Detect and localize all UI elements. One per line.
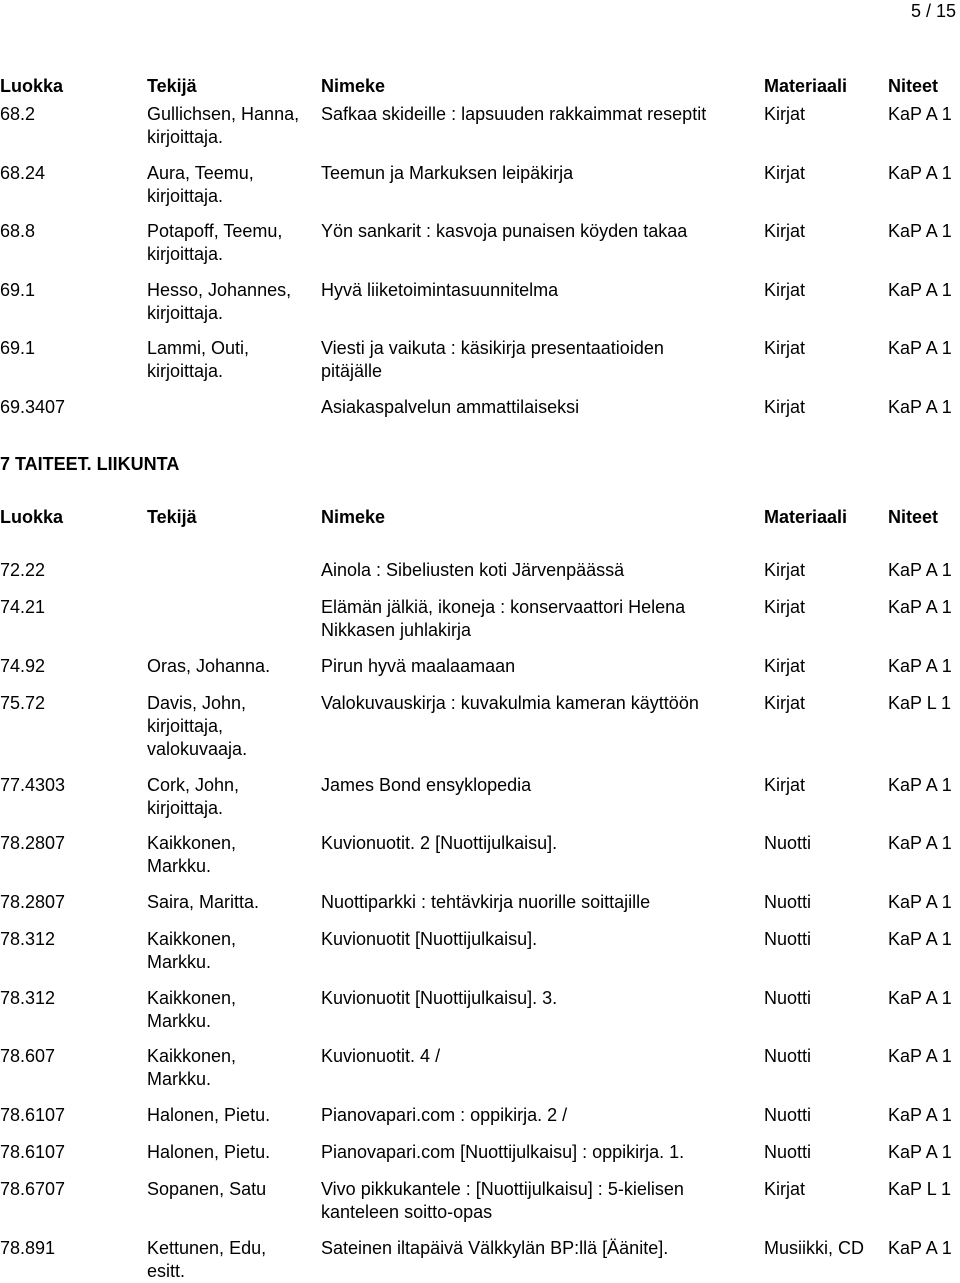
- row-title: Vivo pikkukantele : [Nuottijulkaisu] : 5-kielisen kanteleen soitto-opas: [321, 1179, 684, 1222]
- row-class: 68.2: [0, 104, 36, 124]
- row-title: Yön sankarit : kasvoja punaisen köyden takaa: [321, 221, 688, 241]
- row-title: Pirun hyvä maalaamaan: [321, 656, 516, 676]
- header-title: Nimeke: [321, 76, 386, 96]
- row-author: Kaikkonen, Markku.: [147, 929, 237, 972]
- row-material: Musiikki, CD: [764, 1238, 865, 1258]
- row-material: Nuotti: [764, 892, 812, 912]
- row-class: 78.312: [0, 929, 56, 949]
- row-title: Ainola : Sibeliusten koti Järvenpäässä: [321, 560, 625, 580]
- row-class: 78.6107: [0, 1142, 66, 1162]
- row-title: Kuvionuotit. 4 /: [321, 1046, 441, 1066]
- row-copies: KaP A 1: [888, 1105, 952, 1125]
- row-copies: KaP L 1: [888, 693, 952, 713]
- row-copies: KaP A 1: [888, 1046, 952, 1066]
- row-title: Viesti ja vaikuta : käsikirja presentaatioiden pitäjälle: [321, 338, 664, 381]
- row-class: 78.2807: [0, 892, 66, 912]
- header-copies: Niteet: [888, 507, 939, 527]
- row-material: Nuotti: [764, 988, 812, 1008]
- row-class: 69.3407: [0, 397, 66, 417]
- row-class: 78.6107: [0, 1105, 66, 1125]
- row-title: Pianovapari.com : oppikirja. 2 /: [321, 1105, 568, 1125]
- row-material: Kirjat: [764, 656, 806, 676]
- row-author: Kaikkonen, Markku.: [147, 1046, 237, 1089]
- header-title: Nimeke: [321, 507, 386, 527]
- page-number: 5 / 15: [910, 1, 956, 21]
- row-title: Teemun ja Markuksen leipäkirja: [321, 163, 574, 183]
- row-title: Nuottiparkki : tehtävkirja nuorille soittajille: [321, 892, 651, 912]
- row-class: 78.312: [0, 988, 56, 1008]
- row-copies: KaP A 1: [888, 560, 952, 580]
- row-class: 77.4303: [0, 775, 66, 795]
- row-title: Kuvionuotit [Nuottijulkaisu].: [321, 929, 538, 949]
- row-title: Sateinen iltapäivä Välkkylän BP:llä [Äänite].: [321, 1238, 669, 1258]
- header-author: Tekijä: [147, 76, 197, 96]
- row-material: Kirjat: [764, 338, 806, 358]
- row-material: Kirjat: [764, 397, 806, 417]
- row-title: Kuvionuotit. 2 [Nuottijulkaisu].: [321, 833, 558, 853]
- row-copies: KaP A 1: [888, 397, 952, 417]
- row-material: Kirjat: [764, 163, 806, 183]
- row-copies: KaP A 1: [888, 280, 952, 300]
- row-copies: KaP A 1: [888, 1238, 952, 1258]
- row-class: 69.1: [0, 280, 36, 300]
- row-class: 69.1: [0, 338, 36, 358]
- row-author: Cork, John, kirjoittaja.: [147, 775, 240, 818]
- row-material: Kirjat: [764, 560, 806, 580]
- section-title: 7 TAITEET. LIIKUNTA: [0, 454, 180, 474]
- row-copies: KaP A 1: [888, 929, 952, 949]
- header-class: Luokka: [0, 76, 64, 96]
- row-copies: KaP A 1: [888, 104, 952, 124]
- row-class: 68.24: [0, 163, 46, 183]
- row-author: Kaikkonen, Markku.: [147, 833, 237, 876]
- row-copies: KaP L 1: [888, 1179, 952, 1199]
- header-material: Materiaali: [764, 76, 848, 96]
- row-material: Kirjat: [764, 221, 806, 241]
- row-title: Kuvionuotit [Nuottijulkaisu]. 3.: [321, 988, 558, 1008]
- row-title: James Bond ensyklopedia: [321, 775, 532, 795]
- row-author: Oras, Johanna.: [147, 656, 271, 676]
- row-author: Kettunen, Edu, esitt.: [147, 1238, 267, 1281]
- header-author: Tekijä: [147, 507, 197, 527]
- row-copies: KaP A 1: [888, 221, 952, 241]
- row-material: Kirjat: [764, 104, 806, 124]
- row-author: Davis, John, kirjoittaja, valokuvaaja.: [147, 693, 248, 759]
- row-material: Kirjat: [764, 597, 806, 617]
- row-title: Safkaa skideille : lapsuuden rakkaimmat reseptit: [321, 104, 707, 124]
- row-copies: KaP A 1: [888, 163, 952, 183]
- row-author: Halonen, Pietu.: [147, 1142, 271, 1162]
- row-class: 75.72: [0, 693, 46, 713]
- row-title: Asiakaspalvelun ammattilaiseksi: [321, 397, 580, 417]
- row-class: 78.2807: [0, 833, 66, 853]
- row-class: 68.8: [0, 221, 36, 241]
- row-class: 72.22: [0, 560, 46, 580]
- header-material: Materiaali: [764, 507, 848, 527]
- row-class: 74.21: [0, 597, 46, 617]
- row-copies: KaP A 1: [888, 775, 952, 795]
- row-material: Kirjat: [764, 775, 806, 795]
- row-author: Saira, Maritta.: [147, 892, 260, 912]
- row-author: Hesso, Johannes, kirjoittaja.: [147, 280, 292, 323]
- row-author: Gullichsen, Hanna, kirjoittaja.: [147, 104, 300, 147]
- row-author: Halonen, Pietu.: [147, 1105, 271, 1125]
- row-title: Hyvä liiketoimintasuunnitelma: [321, 280, 559, 300]
- row-material: Nuotti: [764, 1142, 812, 1162]
- row-copies: KaP A 1: [888, 1142, 952, 1162]
- row-author: Kaikkonen, Markku.: [147, 988, 237, 1031]
- row-copies: KaP A 1: [888, 988, 952, 1008]
- row-author: Potapoff, Teemu, kirjoittaja.: [147, 221, 283, 264]
- row-title: Pianovapari.com [Nuottijulkaisu] : oppikirja. 1.: [321, 1142, 685, 1162]
- row-class: 78.891: [0, 1238, 56, 1258]
- row-class: 78.6707: [0, 1179, 66, 1199]
- row-copies: KaP A 1: [888, 892, 952, 912]
- row-material: Nuotti: [764, 1105, 812, 1125]
- row-material: Kirjat: [764, 693, 806, 713]
- row-material: Kirjat: [764, 1179, 806, 1199]
- header-class: Luokka: [0, 507, 64, 527]
- row-material: Nuotti: [764, 929, 812, 949]
- row-author: Sopanen, Satu: [147, 1179, 267, 1199]
- row-author: Aura, Teemu, kirjoittaja.: [147, 163, 254, 206]
- row-copies: KaP A 1: [888, 833, 952, 853]
- row-material: Nuotti: [764, 1046, 812, 1066]
- row-copies: KaP A 1: [888, 338, 952, 358]
- header-copies: Niteet: [888, 76, 939, 96]
- row-copies: KaP A 1: [888, 656, 952, 676]
- row-title: Valokuvauskirja : kuvakulmia kameran käyttöön: [321, 693, 699, 713]
- row-material: Nuotti: [764, 833, 812, 853]
- row-title: Elämän jälkiä, ikoneja : konservaattori Helena Nikkasen juhlakirja: [321, 597, 686, 640]
- row-class: 78.607: [0, 1046, 56, 1066]
- row-class: 74.92: [0, 656, 46, 676]
- row-author: Lammi, Outi, kirjoittaja.: [147, 338, 250, 381]
- row-material: Kirjat: [764, 280, 806, 300]
- row-copies: KaP A 1: [888, 597, 952, 617]
